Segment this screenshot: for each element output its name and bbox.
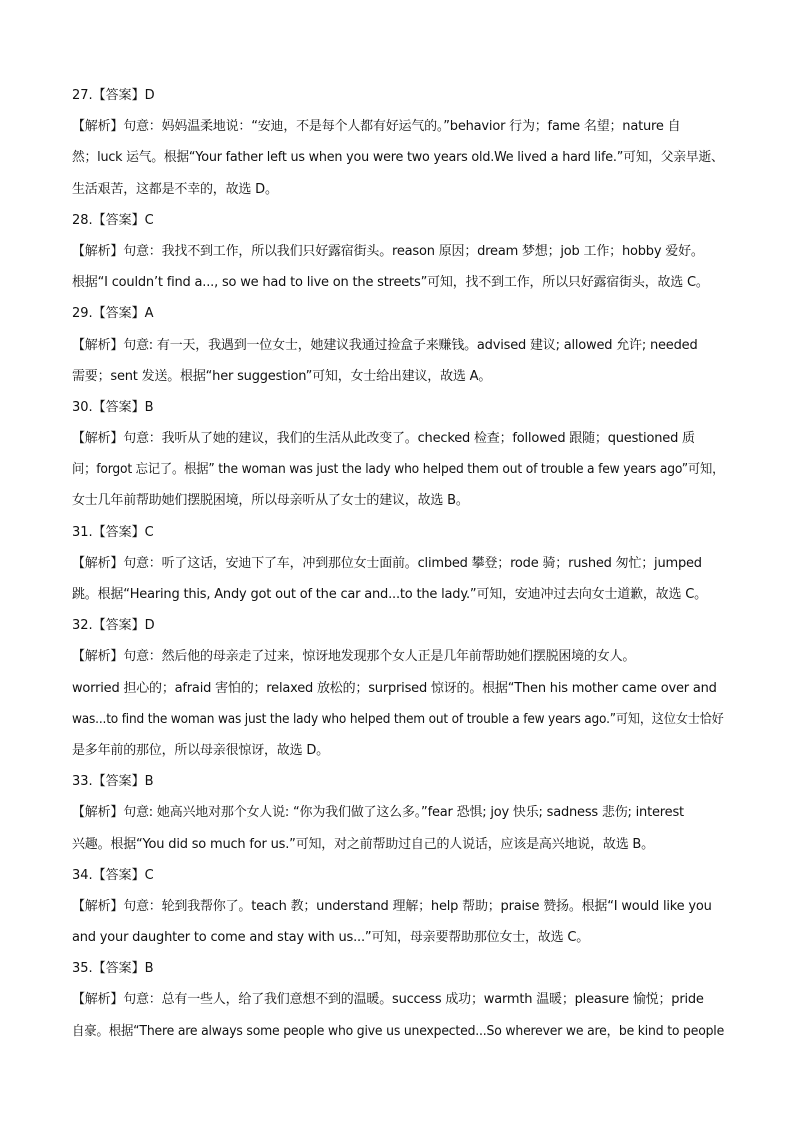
answer-item-33 — [72, 766, 724, 860]
explanation-line: 【解析】句意：然后他的母亲走了过来，惊讶地发现那个女人正是几年前帮助她们摆脱困境的女人。 — [72, 649, 636, 665]
answer-item-32 — [72, 610, 724, 766]
explanation-line: worried 担心的；afraid 害怕的；relaxed 放松的；surprised 惊讶的。根据“Then his mother came over and — [72, 680, 717, 696]
explanation-line: 兴趣。根据“You did so much for us.”可知，对之前帮助过自己的人说话，应该是高兴地说，故选 B。 — [72, 836, 654, 852]
answer-heading: 32.【答案】D — [72, 618, 155, 634]
answer-heading: 29.【答案】A — [72, 306, 154, 322]
explanation-line: 【解析】句意：轮到我帮你了。teach 教；understand 理解；help 帮助；praise 赞扬。根据“I would like you — [72, 898, 712, 914]
explanation-line: 然；luck 运气。根据“Your father left us when you were two years old.We lived a hard life.”可知，父亲早逝、 — [72, 150, 724, 166]
explanation-line: 跳。根据“Hearing this, Andy got out of the car and...to the lady.”可知，安迪冲过去向女士道歉，故选 C。 — [72, 587, 707, 602]
explanation-line: and your daughter to come and stay with us...”可知，母亲要帮助那位女士，故选 C。 — [72, 930, 590, 946]
explanation-line: 【解析】句意：听了这话，安迪下了车，冲到那位女士面前。climbed 攀登；rode 骑；rushed 匆忙；jumped — [72, 555, 702, 571]
explanation-line: 【解析】句意：我听从了她的建议，我们的生活从此改变了。checked 检查；followed 跟随；questioned 质 — [72, 431, 695, 447]
explanation-line: 生活艰苦，这都是不幸的，故选 D。 — [72, 181, 278, 197]
answer-heading: 34.【答案】C — [72, 867, 154, 883]
answer-item-35 — [72, 953, 724, 1047]
answer-heading: 30.【答案】B — [72, 399, 154, 415]
answer-item-29 — [72, 298, 724, 392]
answer-heading: 35.【答案】B — [72, 961, 154, 977]
explanation-line: 【解析】句意: 她高兴地对那个女人说: “你为我们做了这么多。”fear 恐惧; joy 快乐; sadness 悲伤; interest — [72, 805, 684, 821]
answer-item-30 — [72, 392, 724, 517]
answer-item-28 — [72, 205, 724, 299]
answer-heading: 27.【答案】D — [72, 88, 155, 103]
document-page — [72, 80, 724, 1047]
answer-heading: 31.【答案】C — [72, 524, 154, 540]
explanation-line: was...to find the woman was just the lady who helped them out of trouble a few years ago.”可知，这位女士恰好 — [72, 711, 724, 727]
explanation-line: 女士几年前帮助她们摆脱困境，所以母亲听从了女士的建议，故选 B。 — [72, 493, 469, 509]
answer-heading: 33.【答案】B — [72, 774, 154, 790]
explanation-line: 自豪。根据“There are always some people who give us unexpected...So wherever we are，be kind to people — [72, 1023, 725, 1039]
explanation-line: 【解析】句意：妈妈温柔地说：“安迪，不是每个人都有好运气的。”behavior 行为；fame 名望；nature 自 — [72, 119, 681, 135]
explanation-line: 是多年前的那位，所以母亲很惊讶，故选 D。 — [72, 742, 329, 758]
explanation-line: 需要；sent 发送。根据“her suggestion”可知，女士给出建议，故选 A。 — [72, 368, 492, 384]
answer-heading: 28.【答案】C — [72, 212, 154, 228]
explanation-line: 根据“I couldn’t find a..., so we had to live on the streets”可知，找不到工作，所以只好露宿街头，故选 C。 — [72, 275, 709, 291]
answer-item-34 — [72, 860, 724, 954]
explanation-line: 【解析】句意：总有一些人，给了我们意想不到的温暖。success 成功；warmth 温暖；pleasure 愉悦；pride — [72, 992, 704, 1008]
explanation-line: 问；forgot 忘记了。根据” the woman was just the lady who helped them out of trouble a few years ago”可知， — [72, 462, 725, 478]
answer-item-27 — [72, 80, 724, 205]
explanation-line: 【解析】句意：我找不到工作，所以我们只好露宿街头。reason 原因；dream 梦想；job 工作；hobby 爱好。 — [72, 243, 704, 259]
answer-item-31 — [72, 517, 724, 611]
explanation-line: 【解析】句意: 有一天，我遇到一位女士，她建议我通过捡盒子来赚钱。advised 建议; allowed 允许; needed — [72, 337, 698, 353]
